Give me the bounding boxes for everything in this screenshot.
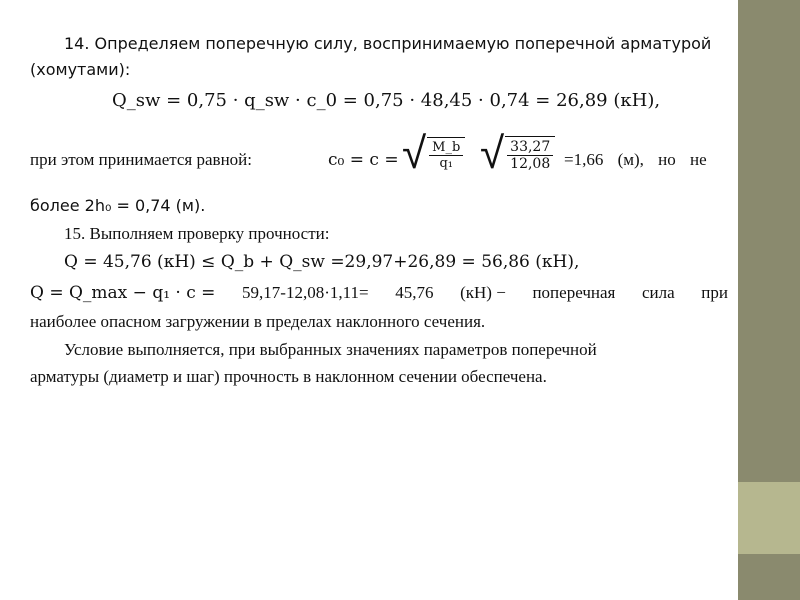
c0-result-text: =1,66 (м), но не — [564, 150, 707, 169]
text-line: более 2h₀ = 0,74 (м). — [30, 196, 206, 215]
formula-unit: (кН) − — [460, 283, 506, 302]
text-word: сила — [641, 283, 675, 302]
sqrt-mb-over-q1 — [402, 128, 465, 179]
text-line: Условие выполняется, при выбранных значениях параметров поперечной — [64, 340, 597, 359]
frac-numerator: M_b — [429, 140, 463, 156]
text-word: поперечная — [532, 283, 616, 302]
text-line: арматуры (диаметр и шаг) прочность в наклонном сечении обеспечена. — [30, 367, 547, 386]
frac-denominator: q₁ — [439, 156, 453, 171]
sidebar-accent-block — [738, 482, 800, 554]
formula-q-sw — [112, 90, 728, 111]
formula-calc: 59,17-12,08·1,11= — [242, 283, 369, 302]
formula-lhs: Q = Q_max − q₁ · c = — [30, 283, 216, 303]
c0-prefix-text: при этом принимается равной: — [30, 150, 252, 169]
paragraph-conclusion-line-2 — [30, 367, 728, 387]
paragraph-q-max-continuation — [30, 312, 728, 332]
paragraph-14-line-2 — [30, 60, 728, 79]
text-line: 14. Определяем поперечную силу, воспринимаемую поперечной арматурой — [64, 34, 712, 53]
radical-sign-icon: √ — [480, 128, 505, 179]
paragraph-conclusion-line-1 — [64, 340, 728, 360]
paragraph-c0-line — [30, 128, 728, 188]
text-word: при — [701, 283, 728, 302]
paragraph-15-heading — [64, 224, 728, 244]
formula-result: 45,76 — [395, 283, 434, 302]
text-line: наиболее опасном загружении в пределах наклонного сечения. — [30, 312, 486, 331]
paragraph-14-line-1 — [64, 34, 728, 53]
frac-numerator: 33,27 — [507, 139, 553, 156]
paragraph-2h0-line — [30, 196, 728, 215]
formula-q-max-line — [30, 283, 728, 303]
text-line: 15. Выполняем проверку прочности: — [64, 224, 330, 243]
formula-check — [64, 252, 728, 272]
sqrt-ratio — [480, 128, 555, 179]
frac-denominator: 12,08 — [510, 156, 551, 172]
formula-text: Q = 45,76 (кН) ≤ Q_b + Q_sw =29,97+26,89 = 56,86 (кН), — [64, 252, 580, 272]
text-line: (хомутами): — [30, 60, 131, 79]
formula-text: Q_sw = 0,75 · q_sw · c_0 = 0,75 · 48,45 · 0,74 = 26,89 (кН), — [112, 90, 661, 111]
radical-sign-icon: √ — [402, 128, 427, 179]
c0-equation: c₀ = c = — [328, 150, 399, 170]
